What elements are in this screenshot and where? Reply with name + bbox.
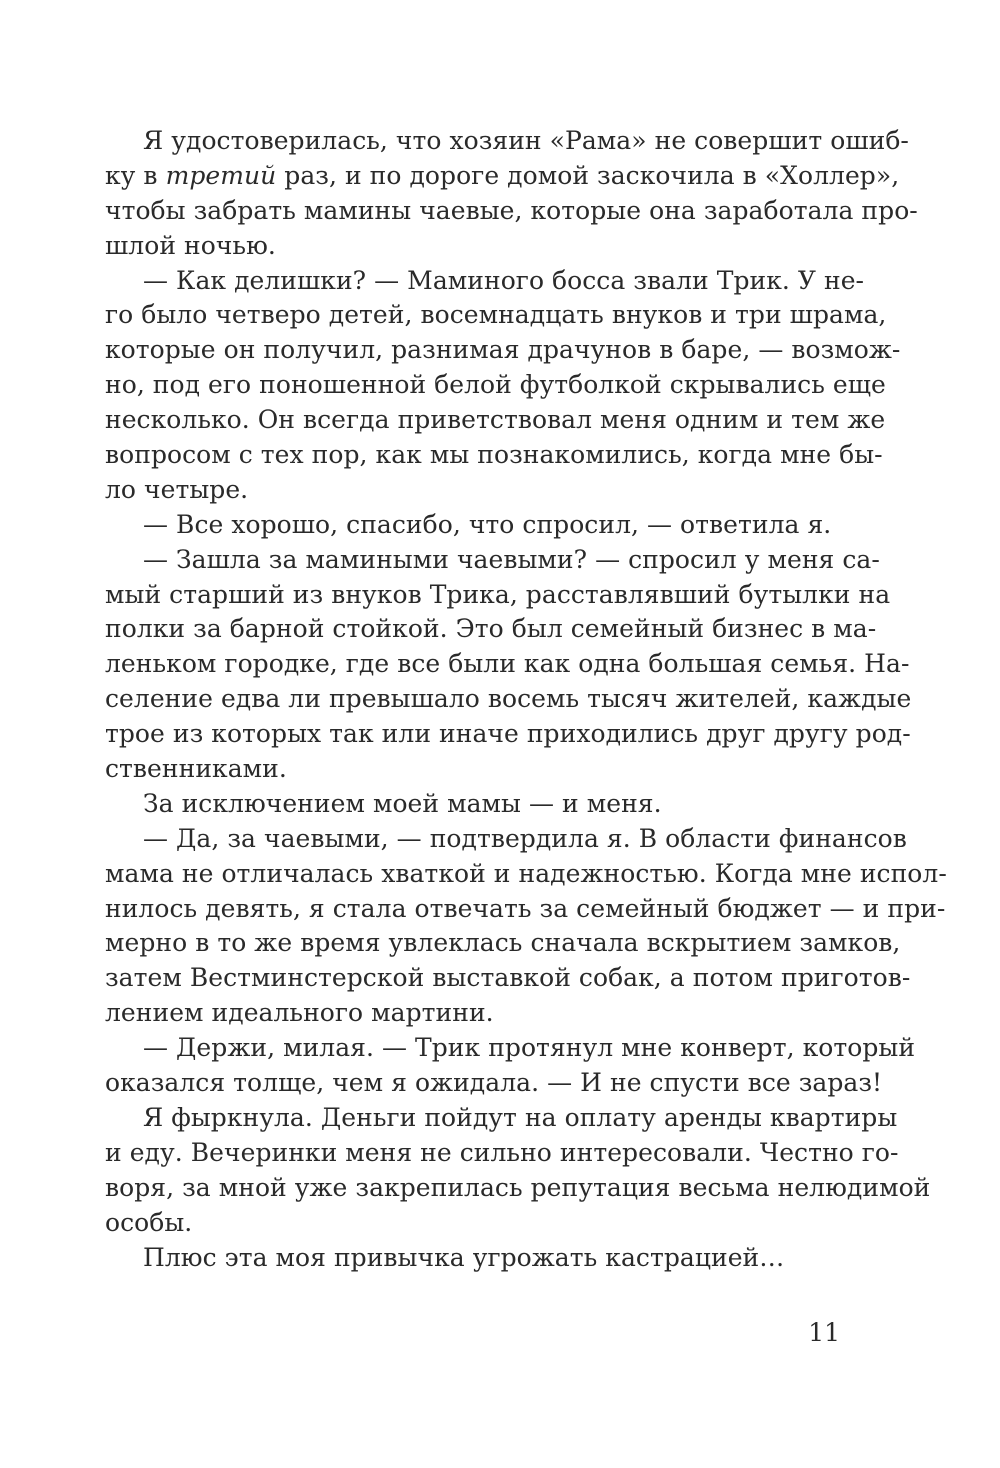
- text-line: Я удостоверилась, что хозяин «Рама» не совершит ошиб-: [143, 126, 909, 155]
- text-line: — Все хорошо, спасибо, что спросил, — ответила я.: [143, 509, 832, 539]
- text-line: шлой ночью.: [105, 230, 276, 260]
- text-line: мерно в то же время увлеклась сначала вскрытием замков,: [105, 928, 901, 958]
- text-line: лением идеального мартини.: [105, 998, 494, 1028]
- text-line: леньком городке, где все были как одна большая семья. На-: [105, 649, 910, 679]
- text-line: Я фыркнула. Деньги пойдут на оплату аренды квартиры: [143, 1102, 898, 1132]
- text-line: За исключением моей мамы — и меня.: [143, 788, 662, 818]
- text-line: — Да, за чаевыми, — подтвердила я. В области финансов: [143, 823, 907, 853]
- page-number: 11: [808, 1318, 840, 1347]
- text-line: несколько. Он всегда приветствовал меня одним и тем же: [105, 405, 886, 435]
- italic-emphasis: третий: [165, 160, 277, 190]
- text-line: и еду. Вечеринки меня не сильно интересовали. Честно го-: [105, 1137, 899, 1167]
- text-line: нилось девять, я стала отвечать за семейный бюджет — и при-: [105, 893, 946, 923]
- text-line: вопросом с тех пор, как мы познакомились, когда мне бы-: [105, 440, 883, 470]
- text-line: Плюс эта моя привычка угрожать кастрацией…: [143, 1242, 785, 1272]
- text-line: полки за барной стойкой. Это был семейный бизнес в ма-: [105, 614, 877, 644]
- text-line: трое из которых так или иначе приходились друг другу род-: [105, 719, 911, 749]
- text-line: — Как делишки? — Маминого босса звали Трик. У не-: [143, 265, 865, 295]
- text-fragment: ку в: [105, 160, 166, 190]
- text-line: — Держи, милая. — Трик протянул мне конверт, который: [143, 1033, 916, 1063]
- text-line: ло четыре.: [105, 474, 249, 504]
- text-line: особы.: [105, 1207, 193, 1237]
- text-line: мый старший из внуков Трика, расставлявший бутылки на: [105, 579, 891, 609]
- text-line: селение едва ли превышало восемь тысяч жителей, каждые: [105, 684, 912, 714]
- text-line: — Зашла за мамиными чаевыми? — спросил у меня са-: [143, 544, 880, 574]
- text-line: чтобы забрать мамины чаевые, которые она заработала про-: [105, 195, 918, 225]
- text-line: [105, 159, 900, 194]
- text-line: воря, за мной уже закрепилась репутация весьма нелюдимой: [105, 1172, 931, 1202]
- text-line: го было четверо детей, восемнадцать внуков и три шрама,: [105, 300, 887, 330]
- text-line: ственниками.: [105, 754, 287, 784]
- text-line: но, под его поношенной белой футболкой скрывались еще: [105, 370, 886, 400]
- body-text: [105, 124, 947, 1275]
- text-line: затем Вестминстерской выставкой собак, а потом приготов-: [105, 963, 911, 993]
- text-fragment: раз, и по дороге домой заскочила в «Холлер»,: [276, 160, 900, 190]
- text-line: оказался толще, чем я ожидала. — И не спусти все зараз!: [105, 1068, 883, 1098]
- text-line: которые он получил, разнимая драчунов в баре, — возмож-: [105, 335, 901, 365]
- text-line: мама не отличалась хваткой и надежностью. Когда мне испол-: [105, 858, 947, 888]
